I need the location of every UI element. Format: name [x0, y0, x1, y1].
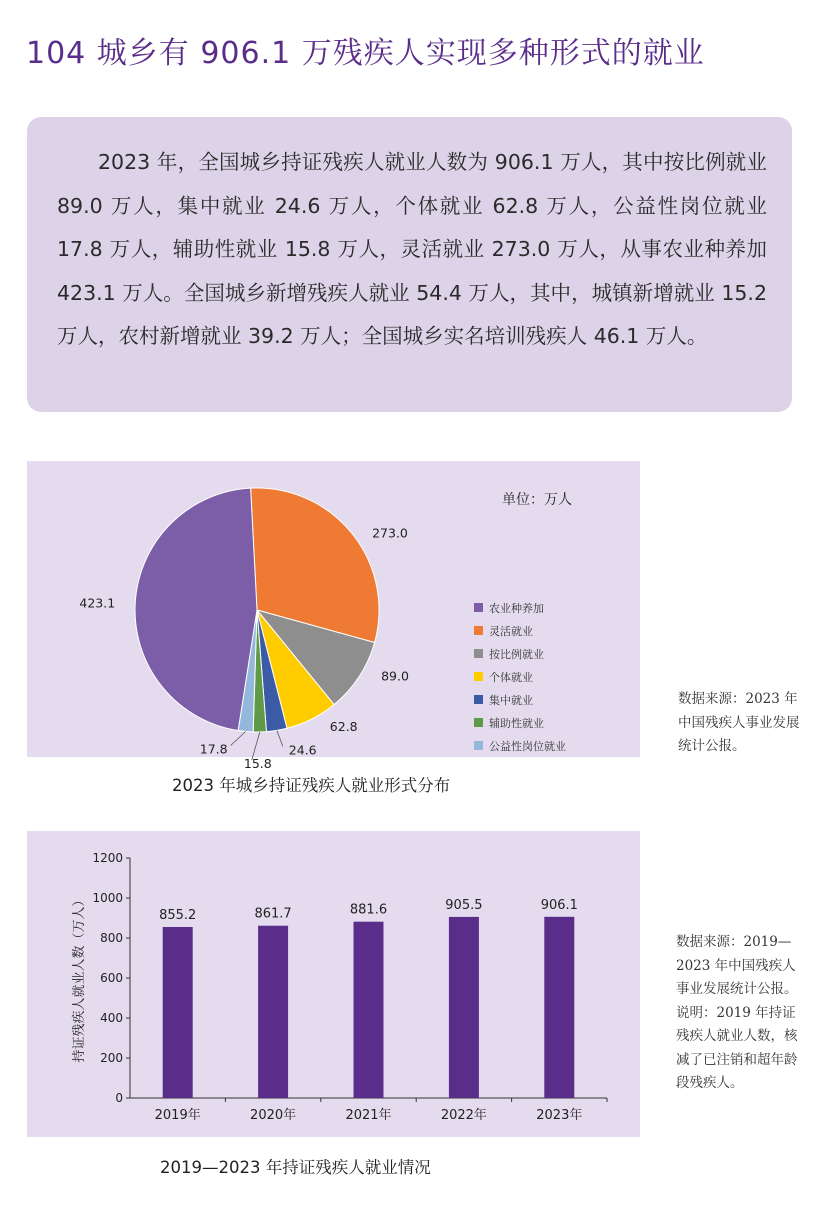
- pie-data-label-6: 17.8: [199, 741, 228, 757]
- y-tick-label: 200: [100, 1051, 123, 1065]
- legend-item: [474, 642, 566, 665]
- bar-value-label: 861.7: [254, 906, 292, 922]
- legend-swatch: [474, 649, 483, 658]
- y-tick-label: 0: [115, 1091, 123, 1105]
- bar-chart-caption: 2019—2023 年持证残疾人就业情况: [160, 1158, 431, 1177]
- pie-data-label-0: 423.1: [79, 595, 116, 611]
- pie-leader-line-6: [231, 732, 246, 746]
- bar-source-note: 数据来源：2019—2023 年中国残疾人事业发展统计公报。说明：2019 年持证残疾人就业人数，核减了已注销和超年龄段残疾人。: [676, 934, 798, 1091]
- summary-box: [27, 117, 792, 412]
- legend-label: 按比例就业: [489, 647, 544, 661]
- x-tick-label: 2022年: [440, 1108, 487, 1123]
- pie-data-label-4: 24.6: [288, 742, 317, 758]
- legend-swatch: [474, 718, 483, 727]
- legend-item: [474, 734, 566, 757]
- bar-2019年: [163, 927, 193, 1098]
- bar-value-label: 905.5: [445, 897, 483, 913]
- legend-item: [474, 711, 566, 734]
- pie-data-label-1: 273.0: [372, 525, 408, 541]
- x-tick-label: 2021年: [345, 1108, 392, 1123]
- bar-2020年: [258, 926, 288, 1098]
- bar-chart: [27, 831, 640, 1137]
- y-axis-label: 持证残疾人就业人数（万人）: [72, 893, 87, 1063]
- page-title: 104 城乡有 906.1 万残疾人实现多种形式的就业: [26, 36, 705, 71]
- x-tick-label: 2020年: [250, 1108, 297, 1123]
- pie-legend: [474, 596, 566, 757]
- legend-label: 灵活就业: [489, 624, 533, 638]
- legend-swatch: [474, 672, 483, 681]
- legend-swatch: [474, 741, 483, 750]
- summary-text: 2023 年，全国城乡持证残疾人就业人数为 906.1 万人，其中按比例就业 89.0 万人，集中就业 24.6 万人，个体就业 62.8 万人，公益性岗位就业 17.8 万人，辅助性就业 15.8 万人，灵活就业 273.0 万人，从事农业种养加 423.1 万人。全国城乡新增残疾人就业 54.4 万人，其中，城镇新增就业 15.2 万人，农村新增就业 39.2 万人；全国城乡实名培训残疾人 46.1 万人。: [57, 150, 767, 348]
- legend-label: 农业种养加: [489, 601, 544, 615]
- bar-chart-panel: [27, 831, 640, 1137]
- pie-leader-line-4: [277, 730, 283, 746]
- pie-data-label-5: 15.8: [243, 756, 272, 771]
- pie-chart-caption: 2023 年城乡持证残疾人就业形式分布: [172, 776, 451, 795]
- x-tick-label: 2023年: [536, 1108, 583, 1123]
- x-tick-label: 2019年: [154, 1108, 201, 1123]
- pie-source-note: 数据来源：2023 年中国残疾人事业发展统计公报。: [678, 691, 800, 754]
- y-tick-label: 600: [100, 971, 123, 985]
- bar-value-label: 906.1: [540, 897, 578, 913]
- legend-item: [474, 619, 566, 642]
- legend-item: [474, 596, 566, 619]
- pie-data-label-2: 89.0: [381, 668, 409, 684]
- bar-2021年: [354, 922, 384, 1098]
- pie-slice-0: [135, 488, 257, 730]
- legend-label: 集中就业: [489, 693, 533, 707]
- pie-data-label-3: 62.8: [329, 719, 358, 734]
- legend-item: [474, 688, 566, 711]
- y-tick-label: 1000: [92, 891, 123, 905]
- pie-unit-label: 单位：万人: [502, 492, 572, 508]
- legend-label: 个体就业: [489, 670, 533, 684]
- y-tick-label: 1200: [92, 851, 123, 865]
- legend-swatch: [474, 626, 483, 635]
- legend-label: 公益性岗位就业: [489, 739, 566, 753]
- bar-value-label: 855.2: [159, 908, 197, 923]
- bar-value-label: 881.6: [349, 902, 388, 918]
- legend-swatch: [474, 695, 483, 704]
- bar-2022年: [449, 917, 479, 1098]
- bar-2023年: [544, 917, 574, 1098]
- legend-item: [474, 665, 566, 688]
- legend-label: 辅助性就业: [489, 716, 544, 730]
- pie-chart-panel: [27, 461, 640, 771]
- y-tick-label: 400: [100, 1011, 123, 1025]
- legend-swatch: [474, 603, 483, 612]
- y-tick-label: 800: [100, 931, 123, 945]
